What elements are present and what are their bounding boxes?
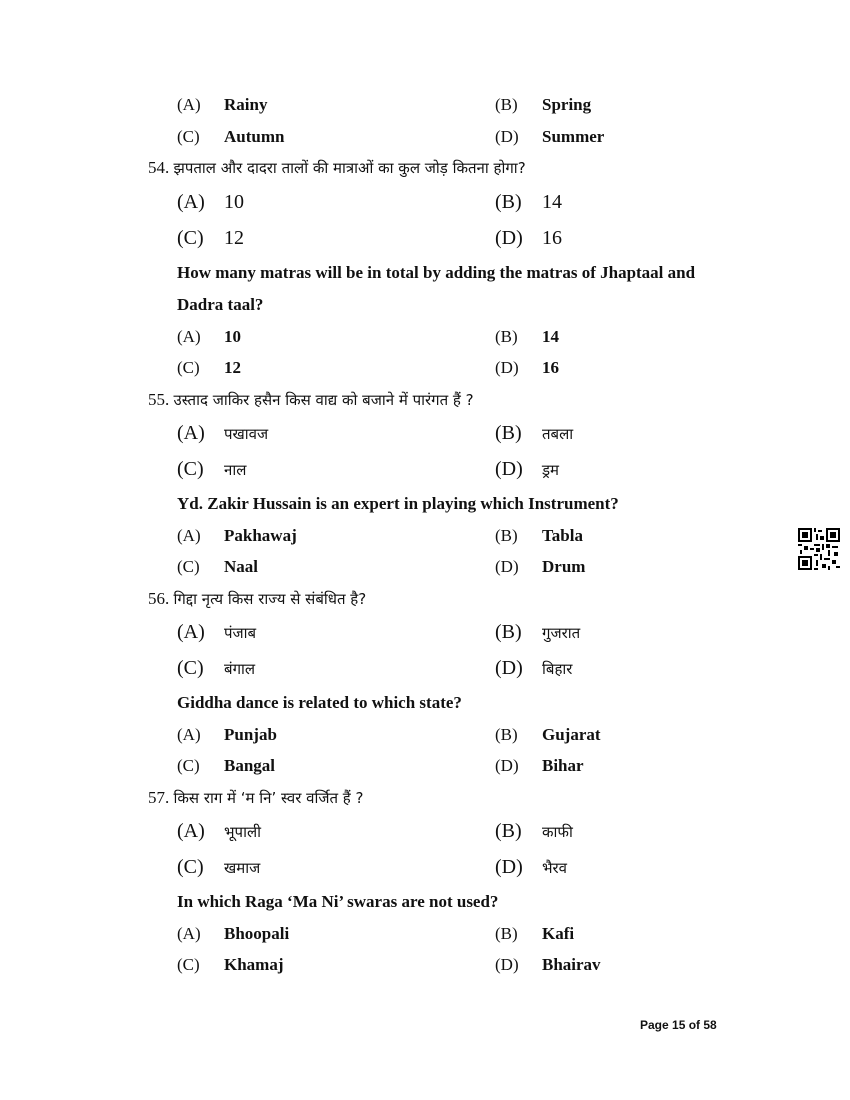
prev-option-b	[495, 95, 591, 115]
q55-english-option-a	[177, 526, 297, 546]
prev-option-d	[495, 127, 604, 147]
option-text: Rainy	[224, 95, 268, 114]
option-label: (D)	[495, 127, 519, 146]
option-label: (B)	[495, 95, 518, 114]
option-label: (B)	[495, 327, 518, 346]
option-label: (C)	[177, 127, 200, 146]
option-label: (A)	[177, 924, 201, 943]
option-label: (C)	[177, 557, 200, 576]
option-text: Bihar	[542, 756, 584, 775]
option-text: नाल	[224, 461, 247, 479]
option-label: (B)	[495, 191, 522, 213]
option-label: (D)	[495, 227, 523, 249]
prev-option-a	[177, 95, 267, 115]
option-text: 14	[542, 191, 562, 213]
option-text: 10	[224, 327, 241, 346]
q55-english-option-b	[495, 526, 583, 546]
q56-english-option-b	[495, 725, 601, 745]
q54-hindi-option-a	[177, 191, 244, 214]
option-text: Bhairav	[542, 955, 601, 974]
question-text-hindi: झपताल और दादरा तालों की मात्राओं का कुल जोड़ कितना होगा?	[173, 159, 526, 177]
question-54-english-line2: Dadra taal?	[177, 295, 264, 314]
option-label: (D)	[495, 856, 523, 878]
option-label: (A)	[177, 95, 201, 114]
option-text: 10	[224, 191, 244, 213]
option-text: 14	[542, 327, 559, 346]
page-number: Page 15 of 58	[640, 1018, 717, 1032]
q56-english-option-a	[177, 725, 277, 745]
option-label: (C)	[177, 756, 200, 775]
option-text: Tabla	[542, 526, 583, 545]
option-label: (A)	[177, 191, 205, 213]
option-label: (D)	[495, 955, 519, 974]
option-label: (B)	[495, 422, 522, 444]
question-55-english: Yd. Zakir Hussain is an expert in playing which Instrument?	[177, 494, 619, 513]
option-text: काफी	[542, 823, 573, 841]
q54-english-option-b	[495, 327, 559, 347]
option-text: Summer	[542, 127, 605, 146]
question-text-hindi: गिद्दा नृत्य किस राज्य से संबंधित है?	[173, 590, 367, 608]
q55-english-option-c	[177, 557, 258, 577]
option-text: पखावज	[224, 425, 269, 443]
q57-hindi-option-d	[495, 856, 567, 879]
question-number: 55.	[148, 390, 170, 409]
option-text: बंगाल	[224, 660, 256, 678]
question-number: 54.	[148, 158, 170, 177]
option-text: Bangal	[224, 756, 276, 775]
q57-hindi-option-b	[495, 820, 573, 843]
option-label: (A)	[177, 820, 205, 842]
option-text: 16	[542, 358, 559, 377]
question-54-english-line1: How many matras will be in total by adding the matras of Jhaptaal and	[177, 263, 696, 282]
question-55-hindi	[148, 390, 474, 410]
option-label: (D)	[495, 557, 519, 576]
option-label: (A)	[177, 725, 201, 744]
option-text: पंजाब	[224, 624, 257, 642]
q57-hindi-option-a	[177, 820, 261, 843]
q56-hindi-option-b	[495, 621, 580, 644]
question-text-hindi: किस राग में ‘म नि’ स्वर वर्जित हैं ?	[173, 789, 364, 807]
option-label: (D)	[495, 657, 523, 679]
q55-hindi-option-a	[177, 422, 268, 445]
option-text: बिहार	[542, 660, 573, 678]
option-label: (C)	[177, 657, 204, 679]
q56-english-option-d	[495, 756, 584, 776]
option-label: (C)	[177, 358, 200, 377]
q55-hindi-option-c	[177, 458, 246, 481]
q56-english-option-c	[177, 756, 275, 776]
q54-english-option-a	[177, 327, 241, 347]
option-label: (D)	[495, 756, 519, 775]
option-label: (B)	[495, 621, 522, 643]
option-text: 12	[224, 227, 244, 249]
prev-option-c	[177, 127, 284, 147]
option-label: (C)	[177, 227, 204, 249]
option-text: Punjab	[224, 725, 277, 744]
option-label: (A)	[177, 526, 201, 545]
question-text-hindi: उस्ताद जाकिर हसैन किस वाद्य को बजाने में पारंगत हैं ?	[173, 391, 474, 409]
q54-hindi-option-d	[495, 227, 562, 250]
option-text: Gujarat	[542, 725, 601, 744]
q56-hindi-option-d	[495, 657, 572, 680]
option-text: Kafi	[542, 924, 575, 943]
q57-english-option-a	[177, 924, 289, 944]
q57-english-option-b	[495, 924, 574, 944]
q54-hindi-option-b	[495, 191, 562, 214]
question-number: 57.	[148, 788, 170, 807]
option-text: Spring	[542, 95, 592, 114]
question-number: 56.	[148, 589, 170, 608]
option-text: Autumn	[224, 127, 285, 146]
option-text: Drum	[542, 557, 586, 576]
option-label: (B)	[495, 526, 518, 545]
option-text: भूपाली	[224, 823, 262, 841]
q54-english-option-d	[495, 358, 559, 378]
q57-english-option-c	[177, 955, 284, 975]
option-text: Khamaj	[224, 955, 284, 974]
option-label: (B)	[495, 820, 522, 842]
question-54-hindi	[148, 158, 526, 178]
q54-english-option-c	[177, 358, 241, 378]
question-57-hindi	[148, 788, 363, 808]
option-label: (C)	[177, 856, 204, 878]
option-text: भैरव	[542, 859, 568, 877]
option-text: 16	[542, 227, 562, 249]
option-label: (B)	[495, 924, 518, 943]
option-text: खमाज	[224, 859, 261, 877]
question-57-english: In which Raga ‘Ma Ni’ swaras are not used?	[177, 892, 499, 911]
option-text: Pakhawaj	[224, 526, 297, 545]
question-56-hindi	[148, 589, 366, 609]
option-text: Bhoopali	[224, 924, 290, 943]
option-label: (A)	[177, 422, 205, 444]
option-text: 12	[224, 358, 241, 377]
option-label: (C)	[177, 955, 200, 974]
q57-hindi-option-c	[177, 856, 260, 879]
option-label: (A)	[177, 327, 201, 346]
qr-code-icon	[798, 528, 840, 570]
q54-hindi-option-c	[177, 227, 244, 250]
option-text: गुजरात	[542, 624, 581, 642]
q55-english-option-d	[495, 557, 585, 577]
option-label: (A)	[177, 621, 205, 643]
q55-hindi-option-d	[495, 458, 559, 481]
q55-hindi-option-b	[495, 422, 573, 445]
option-text: ड्रम	[542, 461, 559, 479]
q56-hindi-option-a	[177, 621, 256, 644]
option-label: (C)	[177, 458, 204, 480]
question-56-english: Giddha dance is related to which state?	[177, 693, 462, 712]
option-text: Naal	[224, 557, 258, 576]
option-label: (D)	[495, 358, 519, 377]
option-label: (D)	[495, 458, 523, 480]
option-label: (B)	[495, 725, 518, 744]
option-text: तबला	[542, 425, 574, 443]
q56-hindi-option-c	[177, 657, 255, 680]
q57-english-option-d	[495, 955, 601, 975]
